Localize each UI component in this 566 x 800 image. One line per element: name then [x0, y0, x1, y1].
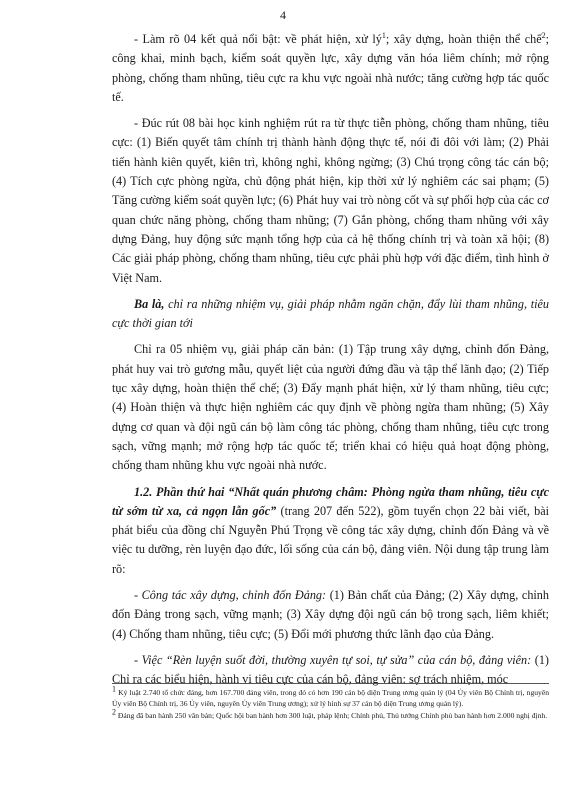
paragraph-tasks-heading: [112, 295, 549, 334]
body-text: [112, 30, 549, 697]
tasks-heading-bold: Ba là,: [134, 296, 165, 311]
part-two-rest: (trang 207 đến 522), gồm tuyển chọn 22 bài viết, bài phát biểu của đồng chí Nguyễn Phú Trọng về công tác xây dựng, chỉnh đốn Đảng và về việc tu dưỡng, rèn luyện đạo đức, lối sống của cán bộ, đảng viên. Nội dung tập trung làm rõ:: [112, 503, 549, 576]
paragraph-results-text-b: ; xây dựng, hoàn thiện thể chế: [385, 32, 542, 46]
tasks-heading-rest: chỉ ra những nhiệm vụ, giải pháp nhằm ngăn chặn, đẩy lùi tham nhũng, tiêu cực thời gian tới: [112, 296, 549, 331]
paragraph-results: [112, 30, 549, 107]
footnote-2: [112, 707, 549, 721]
paragraph-tasks: Chỉ ra 05 nhiệm vụ, giải pháp căn bản: (1) Tập trung xây dựng, chỉnh đốn Đảng, phát huy vai trò gương mẫu, quyết liệt của người đứng đầu và tập thể lãnh đạo; (2) Tiếp tục xây dựng, hoàn thiện thể chế; (3) Đẩy mạnh phát hiện, xử lý tham nhũng, tiêu cực; (4) Hoàn thiện và thực hiện nghiêm các quy định về phòng ngừa tham nhũng; (5) Xây dựng cơ quan và đội ngũ cán bộ làm công tác phòng, chống tham nhũng, tiêu cực trong sạch, vững mạnh; mở rộng hợp tác quốc tế; triển khai có hiệu quả hoạt động phòng, chống tham nhũng khu vực ngoài nhà nước.: [112, 342, 549, 473]
self-cultivation-lead: - Việc: [134, 652, 166, 667]
party-building-rest: (1) Bản chất của Đảng; (2) Xây dựng, chỉnh đốn Đảng trong sạch, vững mạnh; (3) Xây dựng đội ngũ cán bộ trong sạch, liêm khiết; (4) Chống tham nhũng, tiêu cực; (5) Đổi mới phương thức lãnh đạo của Đảng.: [112, 588, 549, 641]
part-two-heading: 1.2. Phần thứ hai “Nhất quán phương châm: Phòng ngừa tham nhũng, tiêu cực từ sớm từ xa, cả ngọn lẫn gốc”: [112, 484, 549, 518]
paragraph-results-text-a: - Làm rõ 04 kết quả nổi bật: về phát hiện, xử lý: [134, 32, 382, 46]
footnote-1-number: 1: [112, 684, 116, 694]
party-building-label: - Công tác xây dựng, chỉnh đốn Đảng:: [134, 588, 327, 603]
page-number: 4: [280, 8, 286, 22]
self-cultivation-label: “Rèn luyện suốt đời, thường xuyên tự soi, tự sửa” của cán bộ, đảng viên:: [165, 652, 532, 667]
footnote-ref-1[interactable]: 1: [381, 30, 386, 40]
paragraph-results-text-c: ; công khai, minh bạch, kiểm soát quyền lực, xây dựng văn hóa liêm chính; mở rộng phòng, chống tham nhũng, tiêu cực ra khu vực ngoài nhà nước; tăng cường hợp tác quốc tế.: [112, 32, 550, 104]
paragraph-part-two: [112, 483, 549, 579]
footnote-2-text: Đảng đã ban hành 250 văn bản; Quốc hội ban hành hơn 300 luật, pháp lệnh; Chính phủ, Thủ tướng Chính phủ ban hành hơn 2.000 nghị định.: [116, 711, 548, 720]
self-cultivation-rest: (1) Chỉ ra các biểu hiện, hành vi tiêu cực của cán bộ, đảng viên: sợ trách nhiệm, móc: [112, 652, 549, 687]
footnotes: [112, 683, 549, 722]
footnote-2-number: 2: [112, 707, 116, 717]
footnote-1: [112, 684, 549, 709]
paragraph-lessons: - Đúc rút 08 bài học kinh nghiệm rút ra từ thực tiễn phòng, chống tham nhũng, tiêu cực: (1) Biến quyết tâm chính trị thành hành động thực tế, nói đi đôi với làm; (2) Phải tiến hành kiên quyết, kiên trì, không nghỉ, không ngừng; (3) Chú trọng công tác cán bộ; (4) Tích cực phòng ngừa, chủ động phát hiện, kịp thời xử lý nghiêm các sai phạm; (5) Tăng cường kiểm soát quyền lực; (6) Phát huy vai trò nòng cốt và sự phối hợp của các cơ quan chức năng phòng, chống tham nhũng; (7) Gắn phòng, chống tham nhũng với xây dựng Đảng, huy động sức mạnh tổng hợp của cả hệ thống chính trị và toàn xã hội; (8) Các giải pháp phòng, chống tham nhũng, tiêu cực phải phù hợp với đặc điểm, tình hình ở Việt Nam.: [112, 116, 549, 285]
footnote-1-text: Kỷ luật 2.740 tổ chức đảng, hơn 167.700 đảng viên, trong đó có hơn 190 cán bộ diện Trung ương quản lý (04 Ủy viên Bộ Chính trị, nguyên Ủy viên Bộ Chính trị, 36 Ủy viên, nguyên Ủy viên Trung ương); xử lý hình sự 37 cán bộ diện Trung ương quản lý).: [112, 688, 549, 708]
paragraph-party-building: [112, 586, 549, 644]
footnote-ref-2[interactable]: 2: [541, 30, 546, 40]
